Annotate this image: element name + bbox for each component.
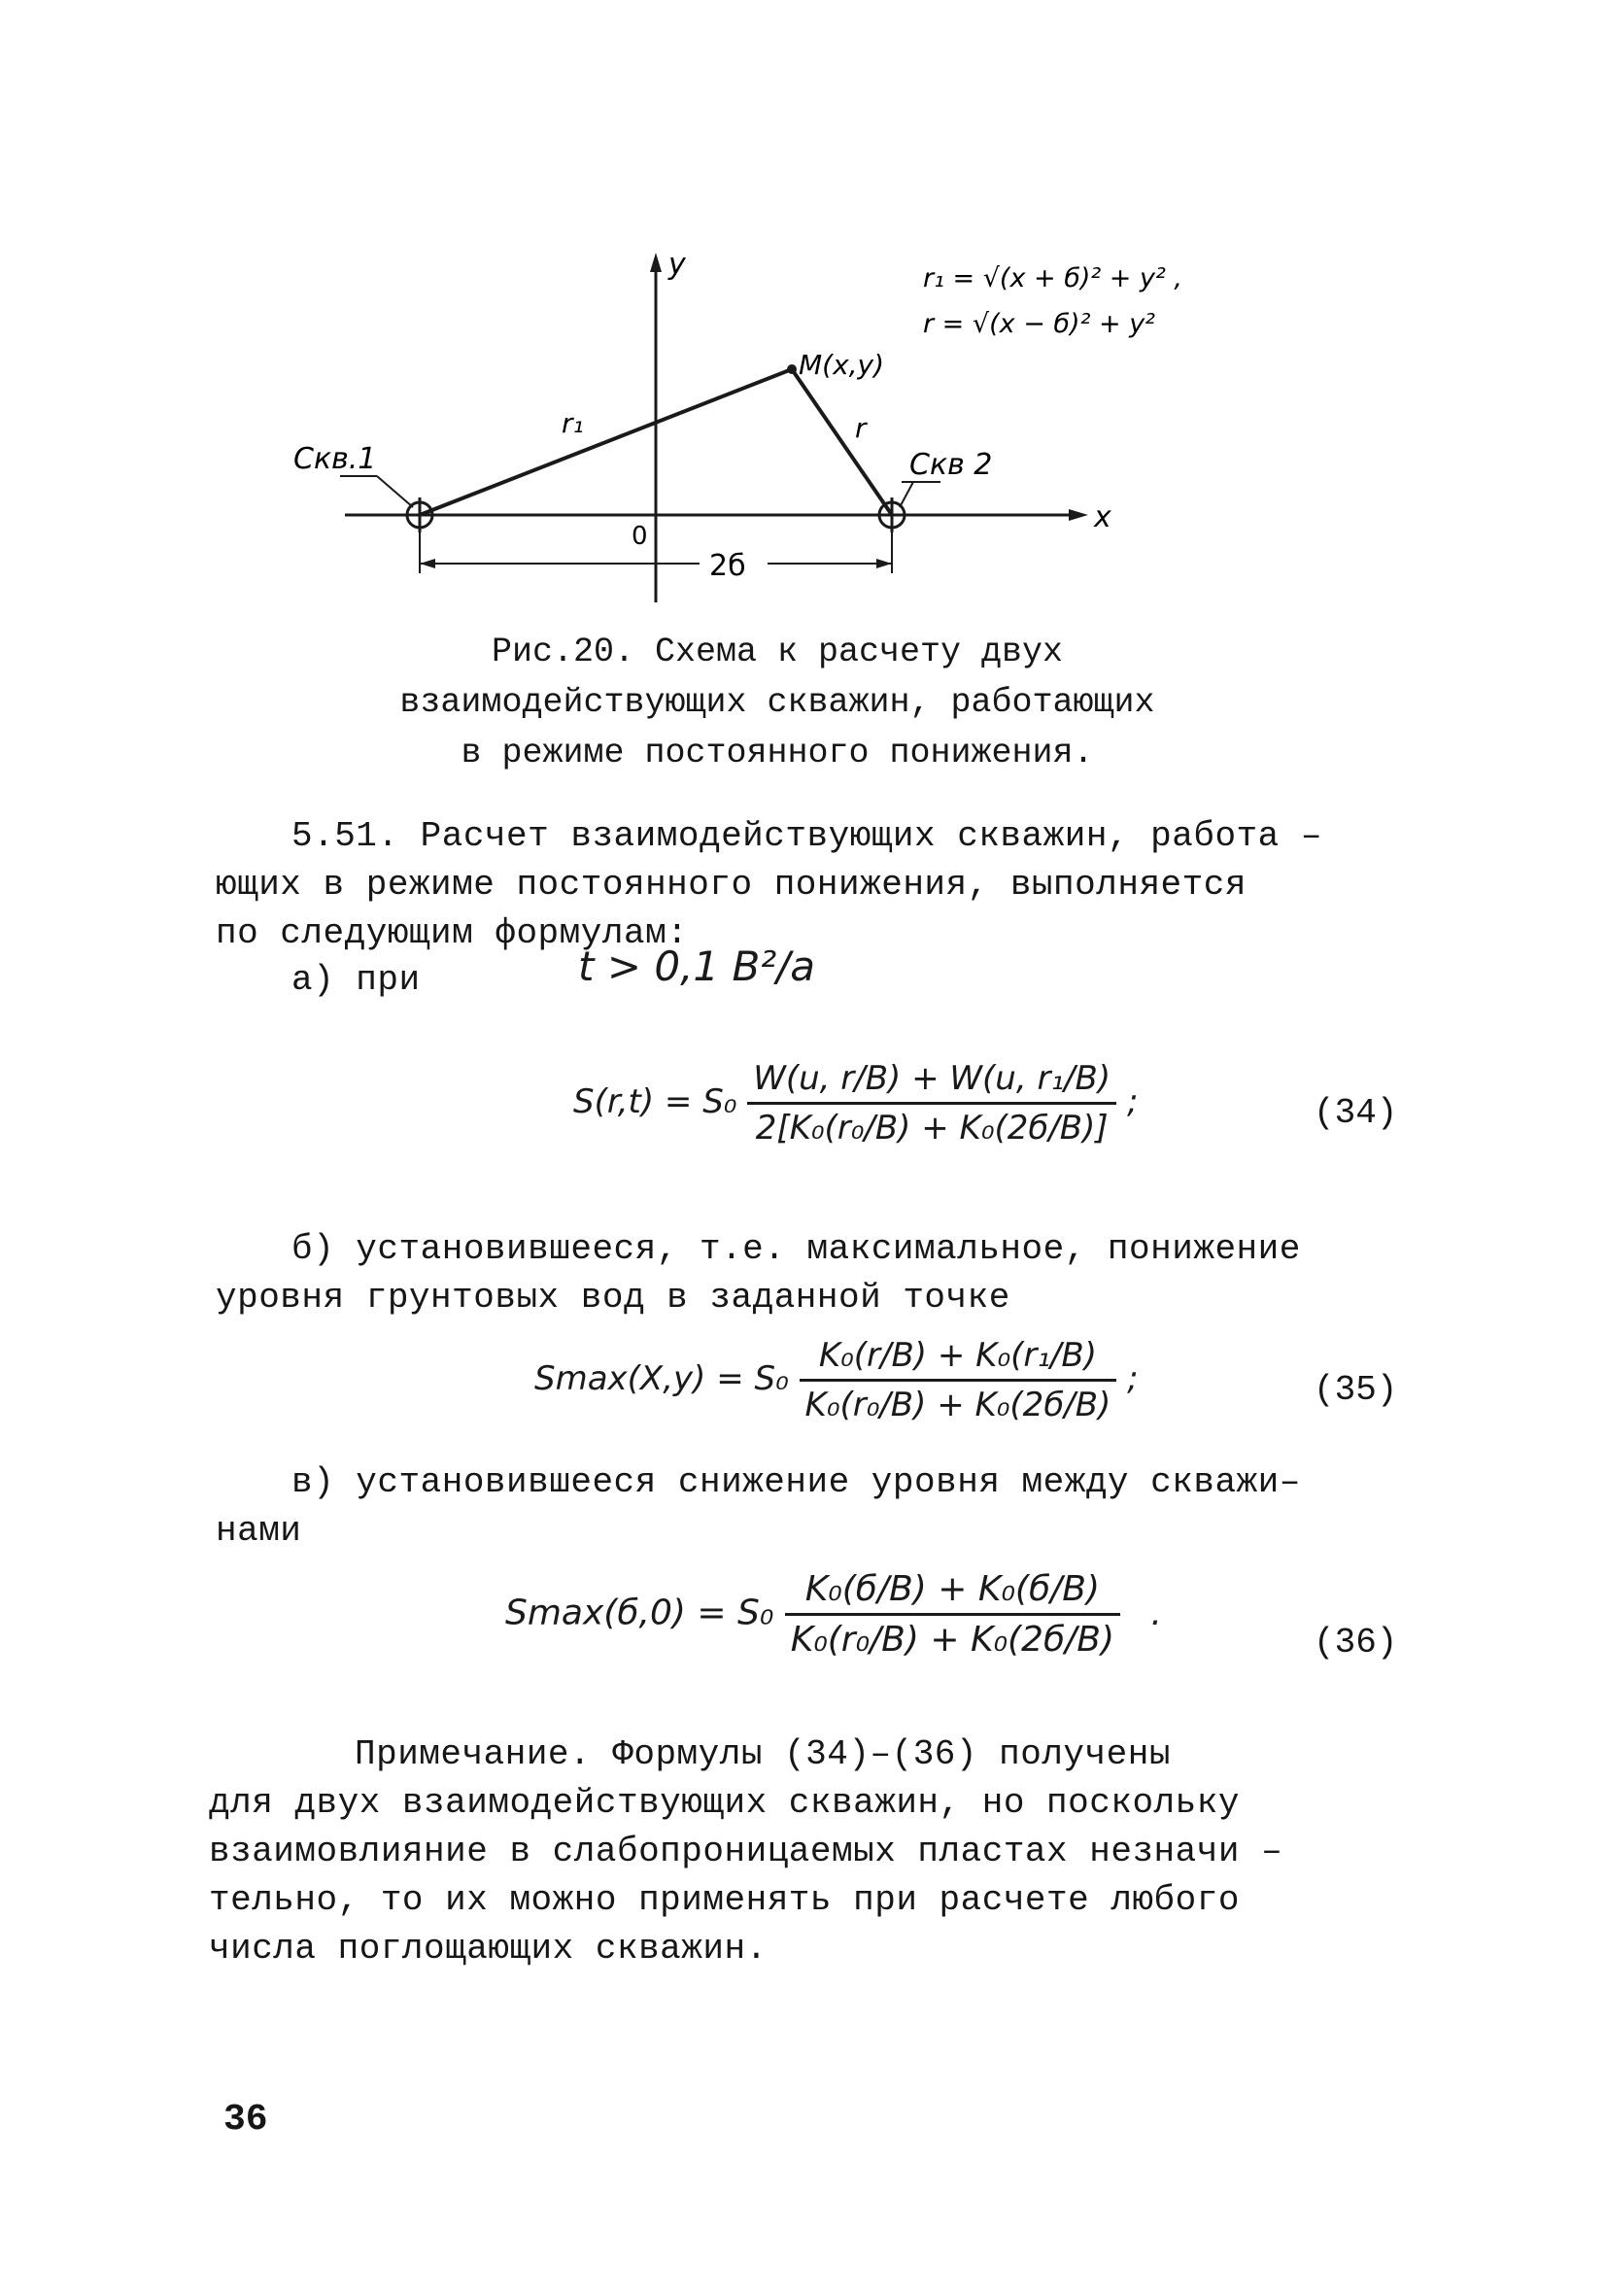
figure-20-diagram <box>291 243 1302 612</box>
r1-line <box>420 369 792 515</box>
eq34-fraction <box>747 1059 1116 1148</box>
eq36-fraction <box>785 1569 1120 1660</box>
eq34-denominator: 2[K₀(r₀/B) + K₀(2б/B)] <box>755 1109 1109 1148</box>
note-line: тельно, то их можно применять при расчете любого <box>209 1880 1240 1920</box>
eq36-denominator: K₀(r₀/B) + K₀(2б/B) <box>790 1620 1115 1660</box>
formula-r: r = √(x − б)² + y² <box>923 309 1155 339</box>
x-axis-arrow <box>1069 509 1088 521</box>
case-c-line: нами <box>216 1511 302 1551</box>
y-axis-arrow <box>650 253 662 272</box>
case-a-label: а) при <box>291 960 421 1000</box>
equation-35-number: (35) <box>1314 1370 1398 1410</box>
r-line <box>792 369 892 515</box>
eq35-lhs: Smax(X,y) = S₀ <box>534 1359 789 1398</box>
caption-line: взаимодействующих скважин, работающих <box>399 683 1155 722</box>
point-m-dot <box>787 364 797 374</box>
eq34-punct: ; <box>1126 1082 1139 1121</box>
origin-label: 0 <box>632 522 648 551</box>
case-a-condition: t > 0,1 B²/a <box>578 942 816 990</box>
case-b-line: б) установившееся, т.е. максимальное, понижение <box>291 1229 1301 1269</box>
well-1-label: Скв.1 <box>293 442 377 476</box>
equation-36 <box>505 1569 1162 1660</box>
y-axis-label: y <box>668 248 686 282</box>
note-line: числа поглощающих скважин. <box>209 1929 768 1969</box>
distance-label: 2б <box>709 549 746 583</box>
figure-caption <box>194 627 1360 778</box>
note-line: Примечание. Формулы (34)–(36) получены <box>355 1734 1171 1774</box>
eq35-fraction <box>800 1336 1117 1424</box>
caption-line: Рис.20. Схема к расчету двух <box>491 633 1064 671</box>
paragraph-551-line: по следующим формулам: <box>216 913 689 953</box>
note-line: взаимовлияние в слабопроницаемых пластах незначи – <box>209 1832 1283 1871</box>
eq34-lhs: S(r,t) = S₀ <box>573 1082 737 1121</box>
r1-label: r₁ <box>562 407 584 439</box>
well-2-label: Скв 2 <box>909 448 993 482</box>
eq34-numerator: W(u, r/B) + W(u, r₁/B) <box>747 1059 1116 1105</box>
eq35-numerator: K₀(r/B) + K₀(r₁/B) <box>800 1336 1117 1382</box>
paragraph-551-line: 5.51. Расчет взаимодействующих скважин, работа – <box>291 816 1322 856</box>
note-line: для двух взаимодействующих скважин, но поскольку <box>209 1783 1240 1823</box>
eq35-punct: ; <box>1127 1359 1139 1398</box>
equation-34 <box>573 1059 1138 1148</box>
r-label: r <box>855 412 867 444</box>
eq36-punct: . <box>1150 1593 1162 1633</box>
equation-34-number: (34) <box>1314 1093 1398 1133</box>
page-number: 36 <box>223 2099 268 2141</box>
eq36-numerator: K₀(б/B) + K₀(б/B) <box>785 1569 1120 1616</box>
case-c-line: в) установившееся снижение уровня между скважи– <box>291 1462 1301 1502</box>
point-m-label: M(x,y) <box>799 349 885 381</box>
case-b-line: уровня грунтовых вод в заданной точке <box>216 1278 1010 1318</box>
formula-r1: r₁ = √(x + б)² + y² , <box>923 263 1182 293</box>
eq36-lhs: Smax(б,0) = S₀ <box>505 1593 774 1633</box>
x-axis-label: x <box>1094 500 1111 534</box>
paragraph-551-line: ющих в режиме постоянного понижения, выполняется <box>216 865 1247 905</box>
equation-36-number: (36) <box>1314 1623 1398 1662</box>
eq35-denominator: K₀(r₀/B) + K₀(2б/B) <box>804 1386 1111 1424</box>
equation-35 <box>534 1336 1139 1424</box>
caption-line: в режиме постоянного понижения. <box>461 734 1094 772</box>
